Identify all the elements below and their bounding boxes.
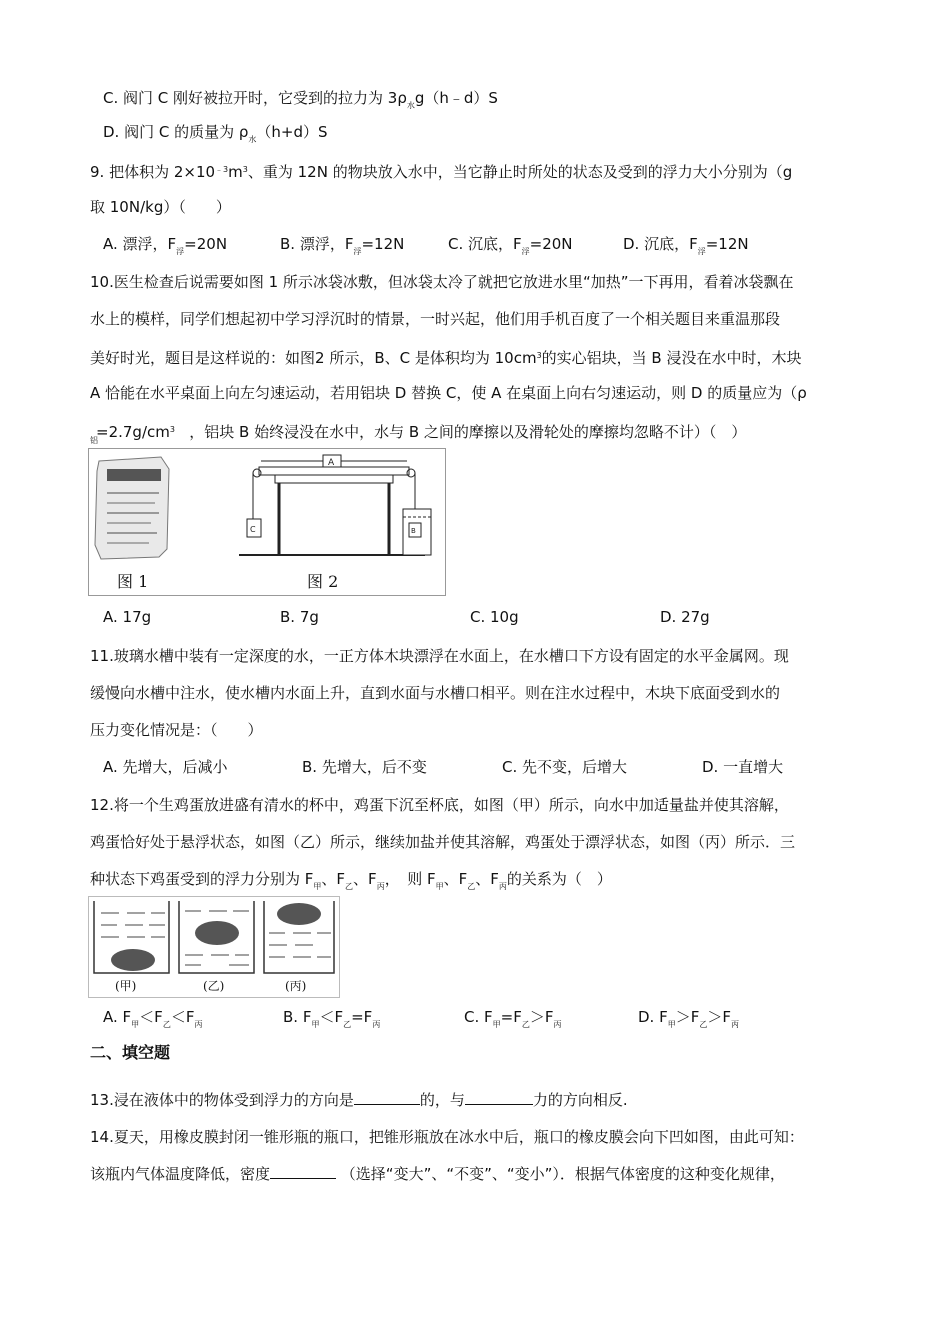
- egg-floating: [277, 903, 321, 925]
- ice-bag-illustration: [95, 457, 169, 559]
- q12-option-b: B. $F_甲<F_乙=F_丙$: [283, 1008, 381, 1029]
- q9-option-a: A. 漂浮，$F_浮=20N$: [103, 235, 228, 256]
- q12-option-d: D. $F_甲>F_乙>F_丙$: [638, 1008, 739, 1029]
- q10-stem-line5: $=2.7g/cm^3$ ，铝块 B 始终浸没在水中，水与 B 之间的摩擦以及滑轮处的摩擦均忽略不计）（ ）: [96, 423, 747, 441]
- q12-stem-line1: 12.将一个生鸡蛋放进盛有清水的杯中，鸡蛋下沉至杯底，如图（甲）所示，向水中加适量盐并使其溶解，: [90, 796, 789, 814]
- table-pulley-apparatus: [239, 455, 431, 555]
- q10-stem-line3: 美好时光，题目是这样说的：如图2 所示，B、C 是体积均为 $10cm^3$的实心铝块，当 B 浸没在水中时，木块: [90, 349, 802, 367]
- q11-stem-line2: 缓慢向水槽中注水，使水槽内水面上升，直到水面与水槽口相平。则在注水过程中，木块下底面受到水的: [90, 684, 781, 702]
- q14-stem-line1: 14.夏天，用橡皮膜封闭一锥形瓶的瓶口，把锥形瓶放在冰水中后，瓶口的橡皮膜会向下凹如图，由此可知：: [90, 1128, 804, 1146]
- q10-density-subscript: 铝: [90, 436, 98, 445]
- q14-stem-line2: 该瓶内气体温度降低，密度 （选择“变大”、“不变”、“变小”）．根据气体密度的这种变化规律，: [90, 1165, 785, 1183]
- q12-figure: [88, 896, 340, 998]
- fig-label-yi: (乙): [203, 979, 225, 993]
- q11-option-c: C. 先不变，后增大: [502, 758, 628, 776]
- q9-option-b: B. 漂浮，$F_浮=12N$: [280, 235, 405, 256]
- q9-stem-line2: 取 10N/kg）（ ）: [90, 198, 231, 216]
- q10-stem-line2: 水上的模样，同学们想起初中学习浮沉时的情景，一时兴起，他们用手机百度了一个相关题目来重温那段: [90, 310, 781, 328]
- q12-option-c: C. $F_甲=F_乙>F_丙$: [464, 1008, 562, 1029]
- svg-text:B: B: [411, 527, 416, 535]
- q11-option-a: A. 先增大，后减小: [103, 758, 228, 776]
- q10-option-d: D. 27g: [660, 608, 710, 626]
- q9-option-c: C. 沉底，$F_浮=20N$: [448, 235, 573, 256]
- svg-text:C: C: [250, 525, 256, 534]
- q13-blank-2[interactable]: [465, 1090, 533, 1105]
- q13-stem: 13.浸在液体中的物体受到浮力的方向是 的，与 力的方向相反.: [90, 1091, 628, 1109]
- q11-stem-line1: 11.玻璃水槽中装有一定深度的水，一正方体木块漂浮在水面上，在水槽口下方设有固定的水平金属网。现: [90, 647, 789, 665]
- q10-option-b: B. 7g: [280, 608, 319, 626]
- q12-option-a: A. $F_甲<F_乙<F_丙$: [103, 1008, 203, 1029]
- section-title-fill-in: 二、填空题: [90, 1043, 171, 1062]
- q11-option-d: D. 一直增大: [702, 758, 784, 776]
- q9-stem-line1: 9. 把体积为 $2\times 10^{﹣3}m^3$、重为 12N 的物块放入水中，当它静止时所处的状态及受到的浮力大小分别为（g: [90, 163, 793, 181]
- q10-option-a: A. 17g: [103, 608, 152, 626]
- q8-option-d: D. 阀门 C 的质量为 $\rho_水(h+d)S$: [103, 123, 328, 144]
- q11-option-b: B. 先增大，后不变: [302, 758, 427, 776]
- svg-text:A: A: [328, 458, 335, 468]
- q14-blank-1[interactable]: [270, 1164, 336, 1179]
- q10-stem-line1: 10.医生检查后说需要如图 1 所示冰袋冰敷，但冰袋太冷了就把它放进水里“加热”一下再用，看着冰袋飘在: [90, 273, 794, 291]
- q8-option-c: C. 阀门 C 刚好被拉开时，它受到的拉力为 $3\rho_水g(h﹣d)S$: [103, 89, 498, 110]
- q12-stem-line2: 鸡蛋恰好处于悬浮状态，如图（乙）所示，继续加盐并使其溶解，鸡蛋处于漂浮状态，如图（丙）所示．三: [90, 833, 796, 851]
- fig2-caption: 图 2: [307, 572, 339, 591]
- q11-stem-line3: 压力变化情况是：（ ）: [90, 721, 263, 739]
- egg-sunk: [111, 949, 155, 971]
- fig-label-bing: (丙): [285, 979, 307, 993]
- q10-option-c: C. 10g: [470, 608, 519, 626]
- q9-option-d: D. 沉底，$F_浮=12N$: [623, 235, 749, 256]
- q13-blank-1[interactable]: [354, 1090, 420, 1105]
- q10-figure: [88, 448, 446, 596]
- fig-label-jia: (甲): [115, 979, 137, 993]
- fig1-caption: 图 1: [117, 572, 149, 591]
- egg-suspended: [195, 921, 239, 945]
- q10-stem-line4: A 恰能在水平桌面上向左匀速运动，若用铝块 D 替换 C，使 A 在桌面上向右匀速运动，则 D 的质量应为（ρ: [90, 384, 807, 402]
- q12-stem-line3: 种状态下鸡蛋受到的浮力分别为 $F_甲$、$F_乙$、$F_丙$， 则 $F_甲$、$F_乙$、$F_丙$的关系为（ ）: [90, 870, 612, 891]
